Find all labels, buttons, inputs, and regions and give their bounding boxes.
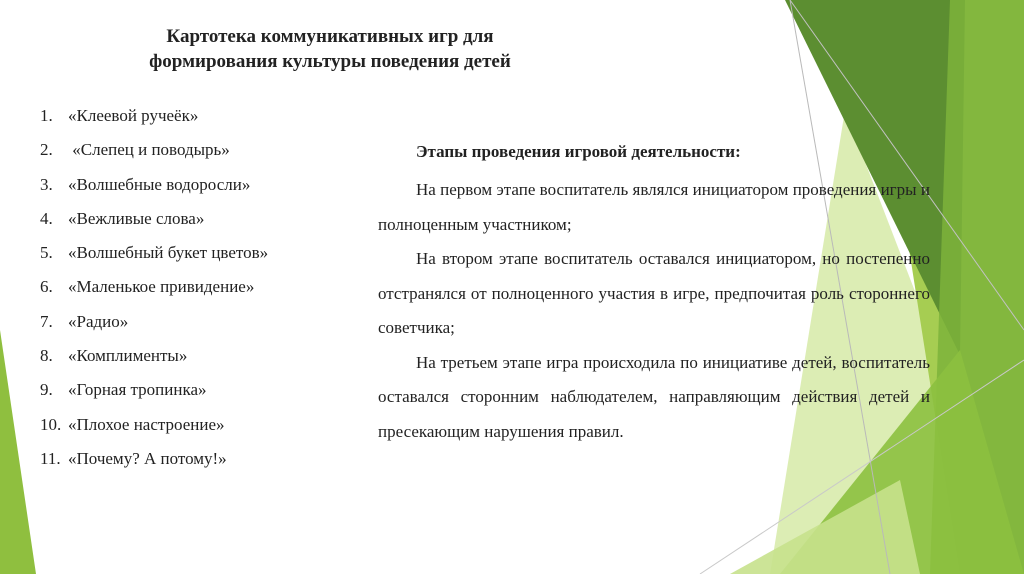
stage-paragraph-2: На втором этапе воспитатель оставался инициатором, но постепенно отстранялся от полноценного участия в игре, предпочитая роль стороннего советчика; [378, 249, 930, 337]
list-item-number: 11. [40, 448, 61, 468]
list-item [40, 275, 268, 309]
list-item-number: 5. [40, 243, 53, 263]
list-item-number: 7. [40, 311, 53, 331]
stages-heading: Этапы проведения игровой деятельности: [416, 142, 741, 161]
list-item-label: «Плохое настроение» [68, 414, 225, 434]
list-item [40, 310, 268, 344]
list-item-number: 10. [40, 414, 62, 434]
left-green-triangle [0, 330, 36, 574]
stage-paragraph-1: На первом этапе воспитатель являлся инициатором проведения игры и полноценным участником; [378, 180, 930, 234]
list-item [40, 138, 268, 172]
list-item-number: 4. [40, 208, 53, 228]
list-item-number: 1. [40, 106, 53, 125]
list-item-label: «Горная тропинка» [68, 380, 207, 400]
list-item-number: 3. [40, 174, 53, 194]
list-item [40, 173, 268, 207]
list-item-label: «Волшебный букет цветов» [68, 243, 269, 263]
list-item [40, 241, 268, 275]
list-item-label: «Радио» [68, 311, 129, 331]
stage-paragraph-3: На третьем этапе игра происходила по инициативе детей, воспитатель оставался сторонним наблюдателем, направляющим действия детей и пресекающим нарушения правил. [378, 352, 930, 441]
list-item-number: 2. [40, 140, 53, 160]
list-item [40, 104, 268, 138]
title-line-1: Картотека коммуникативных игр для [166, 26, 494, 47]
list-item [40, 413, 268, 447]
list-item-label: «Волшебные водоросли» [68, 174, 251, 194]
list-item [40, 344, 268, 378]
list-item-number: 6. [40, 277, 53, 297]
games-list [40, 104, 268, 481]
title-line-2: формирования культуры поведения детей [149, 51, 511, 72]
list-item-label: «Почему? А потому!» [68, 448, 227, 468]
list-item [40, 207, 268, 241]
list-item-label: «Вежливые слова» [68, 208, 205, 228]
list-item [40, 447, 268, 481]
list-item-label: «Маленькое привидение» [68, 277, 255, 297]
list-item [40, 378, 268, 412]
stages-text [378, 173, 930, 449]
list-item-label: «Клеевой ручеёк» [68, 106, 199, 125]
page-title [100, 24, 560, 74]
list-item-number: 8. [40, 346, 53, 366]
list-item-label: «Комплименты» [68, 346, 188, 366]
list-item-number: 9. [40, 380, 53, 400]
list-item-label: «Слепец и поводырь» [68, 140, 230, 160]
